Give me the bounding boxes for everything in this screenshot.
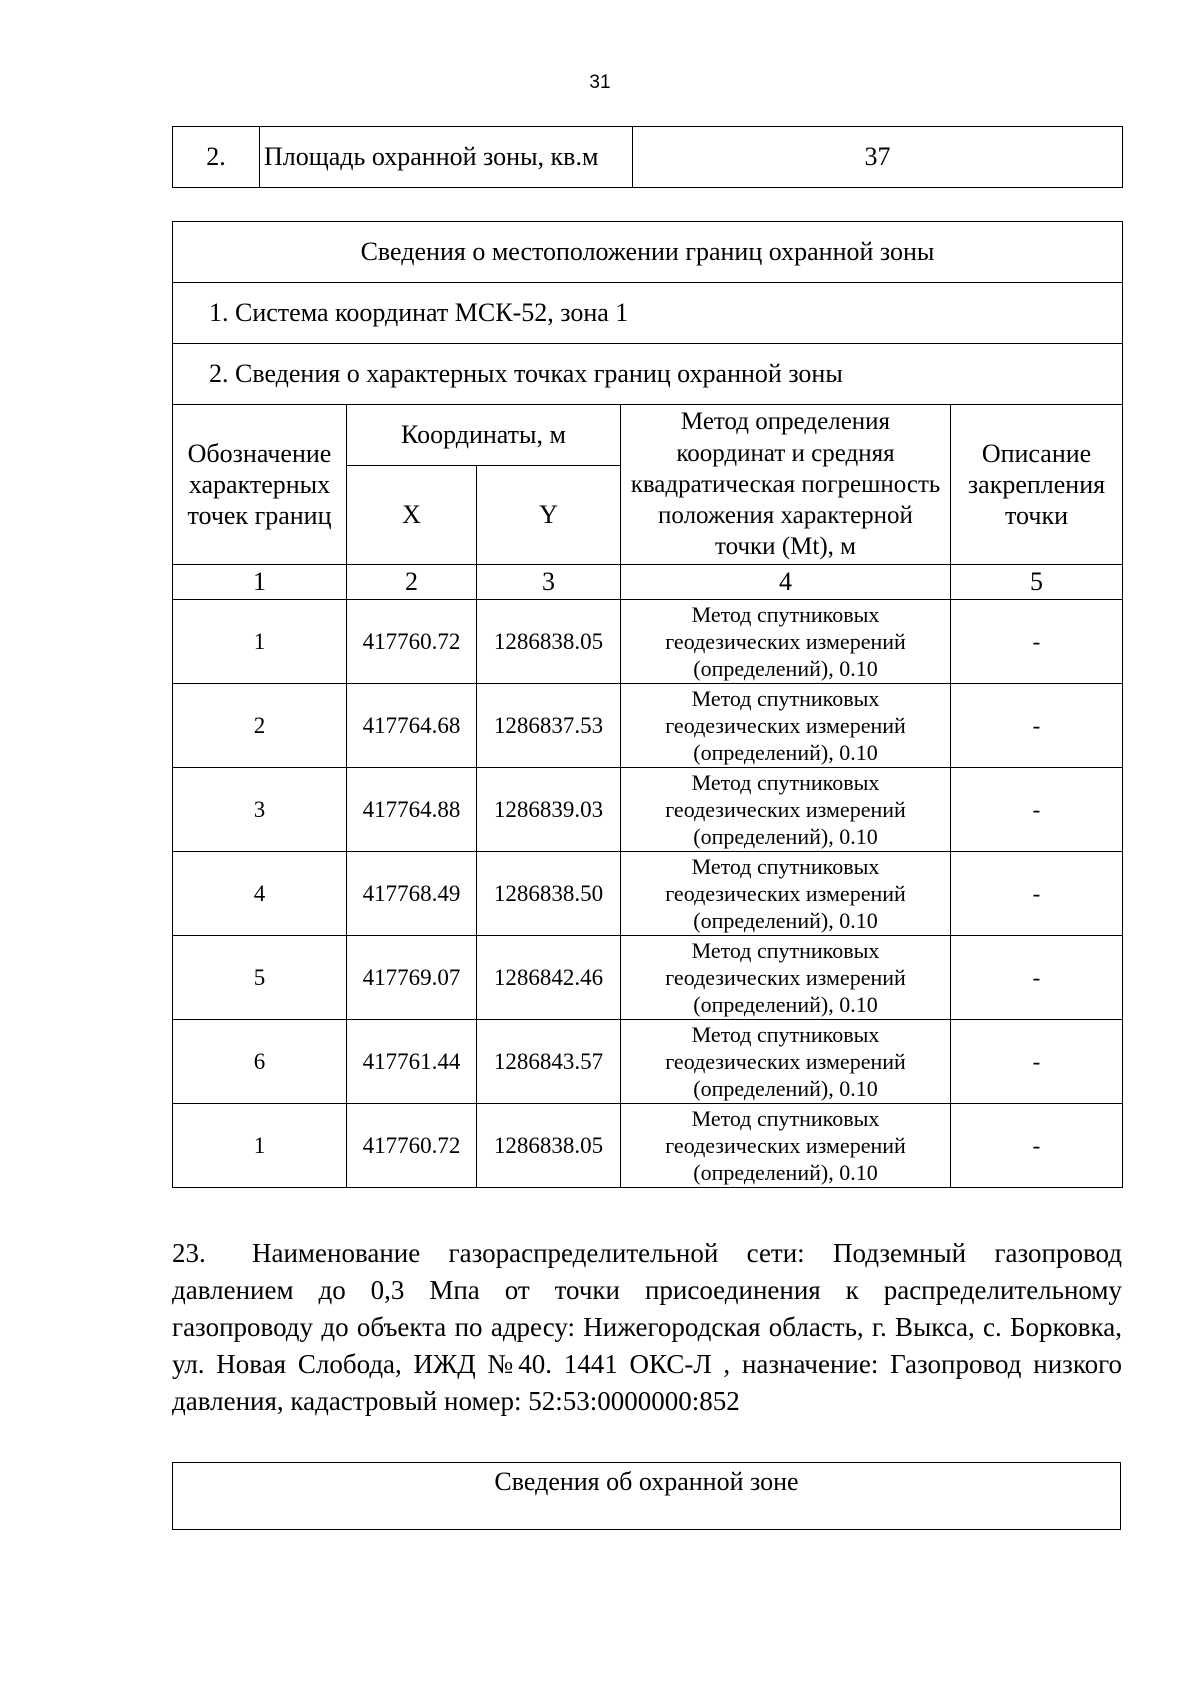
table-row [173,127,1123,188]
table-row [173,684,1123,768]
point-description: - [951,1104,1123,1188]
point-id: 1 [173,1104,347,1188]
point-x: 417764.88 [347,768,477,852]
point-description: - [951,768,1123,852]
table-row [173,852,1123,936]
column-number: 5 [951,565,1123,600]
area-label: Площадь охранной зоны, кв.м [260,127,633,188]
table-row [173,283,1123,344]
table-title: Сведения о местоположении границ охранной зоны [173,222,1123,283]
section-paragraph [172,1235,1122,1420]
point-method: Метод спутниковых геодезических измерений (определений), 0.10 [621,768,951,852]
point-method: Метод спутниковых геодезических измерений (определений), 0.10 [621,852,951,936]
point-x: 417768.49 [347,852,477,936]
header-designation: Обозначение характерных точек границ [173,405,347,565]
table-row [173,936,1123,1020]
page-number: 31 [589,72,611,93]
point-description: - [951,600,1123,684]
area-row-number: 2. [173,127,260,188]
point-x: 417761.44 [347,1020,477,1104]
point-x: 417769.07 [347,936,477,1020]
header-y: Y [477,466,621,565]
point-x: 417760.72 [347,600,477,684]
point-id: 6 [173,1020,347,1104]
header-x: X [347,466,477,565]
point-y: 1286837.53 [477,684,621,768]
point-description: - [951,684,1123,768]
table-row [173,768,1123,852]
point-method: Метод спутниковых геодезических измерений (определений), 0.10 [621,936,951,1020]
header-description: Описание закрепления точки [951,405,1123,565]
coordinate-system: 1. Система координат МСК-52, зона 1 [173,283,1123,344]
point-x: 417760.72 [347,1104,477,1188]
point-id: 4 [173,852,347,936]
section-text: Наименование газораспределительной сети: Подземный газопровод давлением до 0,3 Мпа от точки присоединения к распределительному газопроводу до объекта по адресу: Нижегородская область, г. Выкса, с. Борковка, ул. Новая Слобода, ИЖД №40. 1441 ОКС-Л , назначение: Газопровод низкого давления, кадастровый номер: 52:53:0000000:852 [172,1238,1122,1416]
point-id: 3 [173,768,347,852]
column-number: 3 [477,565,621,600]
area-table [172,126,1123,188]
column-number: 4 [621,565,951,600]
points-heading: 2. Сведения о характерных точках границ охранной зоны [173,344,1123,405]
point-method: Метод спутниковых геодезических измерений (определений), 0.10 [621,600,951,684]
header-method: Метод определения координат и средняя квадратическая погрешность положения характерной точки (Mt), м [621,405,951,565]
point-description: - [951,1020,1123,1104]
area-value: 37 [633,127,1123,188]
column-numbers-row [173,565,1123,600]
point-id: 1 [173,600,347,684]
point-method: Метод спутниковых геодезических измерений (определений), 0.10 [621,1104,951,1188]
column-number: 2 [347,565,477,600]
point-y: 1286843.57 [477,1020,621,1104]
table-row [173,1020,1123,1104]
point-id: 5 [173,936,347,1020]
point-method: Метод спутниковых геодезических измерений (определений), 0.10 [621,1020,951,1104]
coordinates-table [172,221,1123,1188]
table-row [173,600,1123,684]
point-method: Метод спутниковых геодезических измерений (определений), 0.10 [621,684,951,768]
point-y: 1286842.46 [477,936,621,1020]
point-description: - [951,852,1123,936]
point-description: - [951,936,1123,1020]
zone-box-title: Сведения об охранной зоне [494,1467,799,1496]
point-y: 1286838.05 [477,1104,621,1188]
point-y: 1286839.03 [477,768,621,852]
column-number: 1 [173,565,347,600]
point-y: 1286838.05 [477,600,621,684]
table-row [173,1104,1123,1188]
table-row [173,222,1123,283]
zone-info-box [172,1462,1121,1530]
header-coordinates: Координаты, м [347,405,621,466]
point-x: 417764.68 [347,684,477,768]
section-number: 23. [172,1238,206,1268]
point-id: 2 [173,684,347,768]
header-row [173,405,1123,466]
table-row [173,344,1123,405]
point-y: 1286838.50 [477,852,621,936]
